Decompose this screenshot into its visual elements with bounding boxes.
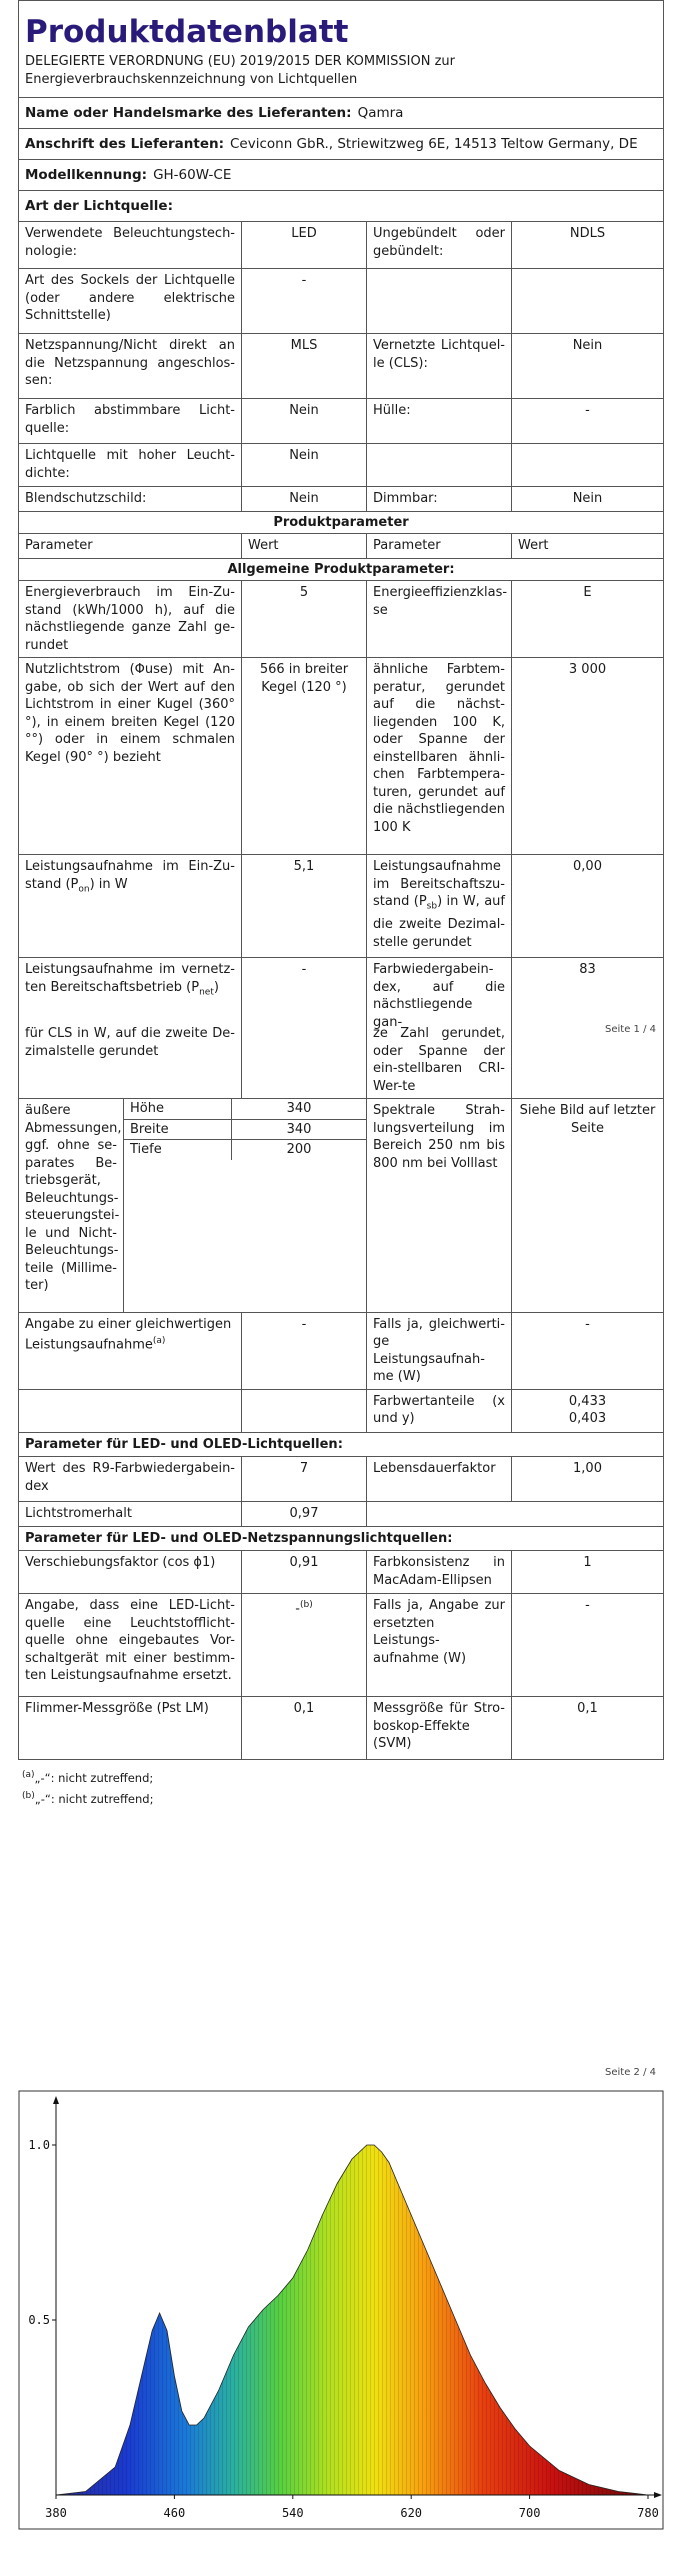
param-value: 0,1 [512, 1697, 664, 1760]
datasheet-frame [18, 1022, 664, 1760]
param-value [242, 1022, 367, 1099]
param-value: 0,1 [242, 1697, 367, 1760]
mains-params-heading-row [19, 1526, 663, 1551]
column-header-row [19, 534, 663, 559]
model-row [19, 159, 663, 190]
page-title: Produktdatenblatt [25, 14, 349, 50]
table-row [19, 658, 663, 855]
product-params-table-continued [19, 1022, 663, 1759]
column-header-value: Wert [512, 534, 664, 559]
param-label: Vernetzte Lichtquel-le (CLS): [367, 334, 512, 399]
footnote-marker: (a) [22, 1770, 35, 1780]
param-label [19, 855, 242, 958]
param-label-text: Leistungsaufnahme im Ein-Zu-stand (P [25, 859, 235, 892]
column-header-parameter: Parameter [367, 534, 512, 559]
address-value: Ceviconn GbR., Striewitzweg 6E, 14513 Teltow Germany, DE [230, 136, 638, 152]
table-row [19, 1022, 663, 1099]
dimension-value-depth: 200 [286, 1142, 312, 1157]
param-label: Spektrale Strah-lungsverteilung im Bereich 250 nm bis 800 nm bei Volllast [367, 1099, 512, 1313]
supplier-row [19, 97, 663, 128]
page-number: Seite 2 / 4 [605, 2067, 656, 2078]
datasheet-frame [18, 0, 664, 1034]
mains-params-heading: Parameter für LED- und OLED-Netzspannungslichtquellen: [19, 1526, 663, 1551]
led-params-heading-row [19, 1432, 663, 1457]
param-value: 566 in breiter Kegel (120 °) [242, 658, 367, 855]
param-label-text: Angabe zu einer gleichwertigen Leistungsaufnahme [25, 1316, 232, 1353]
param-value: - [512, 1594, 664, 1697]
param-label: Hülle: [367, 399, 512, 444]
param-value: 0,97 [242, 1502, 367, 1527]
light-source-type-row [19, 190, 663, 221]
light-source-type-label: Art der Lichtquelle: [25, 198, 173, 214]
chromaticity-x: 0,433 [568, 1393, 607, 1409]
param-label: Lichtquelle mit hoher Leucht-dichte: [19, 444, 242, 487]
param-label: ze Zahl gerundet, oder Spanne der ein-stellbaren CRI-Wer-te [367, 1022, 512, 1099]
param-label: Farblich abstimmbare Licht-quelle: [19, 399, 242, 444]
footnote-marker: (b) [22, 1790, 35, 1801]
param-label [19, 1312, 242, 1389]
param-value: 0,00 [512, 855, 664, 958]
address-label: Anschrift des Lieferanten: [25, 136, 224, 152]
table-row [19, 1551, 663, 1594]
param-value [242, 1594, 367, 1697]
column-header-parameter: Parameter [19, 534, 242, 559]
param-label-text: Leistungsaufnahme im vernetz-ten Bereitschaftsbetrieb (P [25, 962, 235, 995]
product-params-heading: Produktparameter [19, 511, 663, 534]
x-tick-label: 780 [637, 2506, 659, 2520]
param-label: Farbwertanteile (x und y) [367, 1389, 512, 1432]
param-label: Energieeffizienzklas-se [367, 581, 512, 658]
param-label [367, 269, 512, 334]
dimensions-label: äußere Abmessungen, ggf. ohne se-parates Be-triebsgerät, Beleuchtungs-steuerungstei-le und Nicht-Beleuchtungs-teile (Millime-ter) [19, 1099, 124, 1312]
spectrum-chart-page [18, 2090, 664, 2534]
footnote-text: „-“: nicht zutreffend; [34, 1791, 154, 1806]
spectral-distribution-chart [18, 2090, 664, 2530]
footnotes [18, 1760, 664, 1808]
table-row [19, 1697, 663, 1760]
param-label: Blendschutzschild: [19, 487, 242, 512]
column-header-value: Wert [242, 534, 367, 559]
param-value: Siehe Bild auf letzter Seite [512, 1099, 664, 1313]
table-row [19, 399, 663, 444]
datasheet-page-2 [18, 1022, 664, 2078]
dimension-value-width: 340 [232, 1119, 367, 1140]
param-label: Verwendete Beleuchtungstech-nologie: [19, 222, 242, 269]
table-row [19, 1099, 366, 1119]
param-label-text: ) [213, 979, 219, 995]
param-label: Lichtstromerhalt [19, 1502, 242, 1527]
param-label-text: Leistungsaufnahme im Bereitschaftszu-stand (P [373, 859, 505, 909]
table-row [19, 269, 663, 334]
general-params-heading-row [19, 558, 663, 581]
table-row [19, 222, 663, 269]
dimension-label-width: Breite [124, 1119, 232, 1140]
param-label: Netzspannung/Nicht direkt an die Netzspannung angeschlos-sen: [19, 334, 242, 399]
param-label: Verschiebungsfaktor (cos ϕ1) [19, 1551, 242, 1594]
param-value: - [242, 269, 367, 334]
dimension-value-height: 340 [232, 1099, 367, 1119]
param-value: 83 [512, 958, 664, 1035]
param-label: Farbwiedergabein-dex, auf die nächstliegende gan- [367, 958, 512, 1035]
param-label-text: ) in W, auf die zweite Dezimal-stelle gerundet [373, 894, 505, 950]
param-label: Nutzlichtstrom (Φuse) mit An-gabe, ob sich der Wert auf den Lichtstrom in einer Kugel (360° °), in einem breiten Kegel (120 °°) oder in einem schmalen Kegel (90° °) bezieht [19, 658, 242, 855]
y-tick-label: 0.5 [28, 2313, 50, 2327]
param-label: Messgröße für Stro-boskop-Effekte (SVM) [367, 1697, 512, 1760]
param-value: LED [242, 222, 367, 269]
y-tick-label: 1.0 [28, 2138, 50, 2152]
param-value [242, 1389, 367, 1432]
param-value [512, 444, 664, 487]
table-row [19, 334, 663, 399]
table-row [19, 1389, 663, 1432]
table-row [19, 1457, 663, 1502]
param-value: - [242, 1312, 367, 1389]
param-value: - [512, 1312, 664, 1389]
supplier-value: Qamra [357, 105, 404, 121]
param-value: E [512, 581, 664, 658]
param-label: für CLS in W, auf die zweite De-zimalstelle gerundet [19, 1022, 242, 1099]
led-params-heading: Parameter für LED- und OLED-Lichtquellen: [19, 1432, 663, 1457]
param-label: Energieverbrauch im Ein-Zu-stand (kWh/1000 h), auf die nächstliegende ganze Zahl ge-rundet [19, 581, 242, 658]
param-label: Lebensdauerfaktor [367, 1457, 512, 1502]
param-label-subscript: on [78, 884, 90, 895]
datasheet-page-1 [18, 0, 664, 1034]
table-row [19, 1502, 663, 1527]
param-value: - [512, 399, 664, 444]
param-label: Angabe, dass eine LED-Licht-quelle eine Leuchtstofflicht-quelle ohne eingebautes Vor-schaltgerät mit einer bestimm-ten Leistungsaufnahme ersetzt. [19, 1594, 242, 1697]
x-tick-label: 380 [45, 2506, 67, 2520]
param-value: 3 000 [512, 658, 664, 855]
param-label [19, 1389, 242, 1432]
dimensions-spacer [124, 1160, 232, 1312]
param-value: 5 [242, 581, 367, 658]
param-label [367, 1502, 512, 1527]
param-value: Nein [242, 399, 367, 444]
light-source-type-table [19, 221, 663, 1034]
param-label: Art des Sockels der Lichtquelle (oder andere elektrische Schnittstelle) [19, 269, 242, 334]
param-value-text: - [295, 1601, 300, 1617]
product-params-heading-row [19, 511, 663, 534]
param-label: Ungebündelt oder gebündelt: [367, 222, 512, 269]
param-value: Nein [512, 334, 664, 399]
param-value: NDLS [512, 222, 664, 269]
regulation-subtitle: DELEGIERTE VERORDNUNG (EU) 2019/2015 DER KOMMISSION zur Energieverbrauchskennzeichnung von Lichtquellen [25, 54, 455, 87]
param-value: MLS [242, 334, 367, 399]
footnote-b [22, 1787, 664, 1808]
model-value: GH-60W-CE [153, 167, 232, 183]
dimension-label-height: Höhe [124, 1099, 232, 1119]
model-label: Modellkennung: [25, 167, 148, 183]
param-label: Falls ja, Angabe zur ersetzten Leistungs-aufnahme (W) [367, 1594, 512, 1697]
param-value: Nein [242, 487, 367, 512]
footnote-a [22, 1766, 664, 1787]
param-label: Falls ja, gleichwerti-ge Leistungsaufnah-me (W) [367, 1312, 512, 1389]
table-row [19, 855, 663, 958]
param-label-subscript: net [199, 987, 214, 998]
address-row [19, 128, 663, 159]
param-value: 1,00 [512, 1457, 664, 1502]
dimensions-table [19, 1099, 366, 1312]
table-row [19, 1312, 663, 1389]
param-label: Wert des R9-Farbwiedergabein-dex [19, 1457, 242, 1502]
param-value [512, 1389, 664, 1432]
param-value: 5,1 [242, 855, 367, 958]
table-row [19, 444, 663, 487]
param-label: Farbkonsistenz in MacAdam-Ellipsen [367, 1551, 512, 1594]
general-params-heading: Allgemeine Produktparameter: [19, 558, 663, 581]
param-value: 1 [512, 1551, 664, 1594]
chromaticity-y: 0,403 [568, 1411, 607, 1426]
param-label: Flimmer-Messgröße (Pst LM) [19, 1697, 242, 1760]
supplier-label: Name oder Handelsmarke des Lieferanten: [25, 105, 352, 121]
param-value [512, 269, 664, 334]
param-label: Dimmbar: [367, 487, 512, 512]
table-row [19, 1594, 663, 1697]
param-value: 0,91 [242, 1551, 367, 1594]
dimensions-cell [19, 1099, 367, 1313]
param-label [367, 444, 512, 487]
param-value: 7 [242, 1457, 367, 1502]
x-tick-label: 460 [163, 2506, 186, 2520]
page-number: Seite 1 / 4 [605, 1024, 656, 1035]
dimension-label-depth: Tiefe [124, 1140, 232, 1160]
dimensions-spacer [232, 1160, 367, 1312]
table-row [19, 487, 663, 512]
param-label-text: ) in W [89, 876, 128, 892]
param-value [512, 1502, 664, 1527]
param-label [367, 855, 512, 958]
param-value: - [242, 958, 367, 1035]
table-row [19, 1099, 663, 1313]
footnote-marker: (a) [152, 1336, 166, 1346]
param-label-subscript: sb [426, 901, 438, 912]
param-label: ähnliche Farbtem-peratur, gerundet auf die nächst-liegenden 100 K, oder Spanne der einstellbaren ähnli-chen Farbtempera-turen, gerundet auf die nächstliegenden 100 K [367, 658, 512, 855]
x-tick-label: 700 [518, 2506, 541, 2520]
param-value: Nein [242, 444, 367, 487]
x-tick-label: 620 [400, 2506, 423, 2520]
x-tick-label: 540 [281, 2506, 304, 2520]
param-value [512, 1022, 664, 1099]
param-value: Nein [512, 487, 664, 512]
footnote-text: „-“: nicht zutreffend; [34, 1770, 154, 1785]
footnote-marker: (b) [299, 1600, 313, 1610]
table-row [19, 581, 663, 658]
